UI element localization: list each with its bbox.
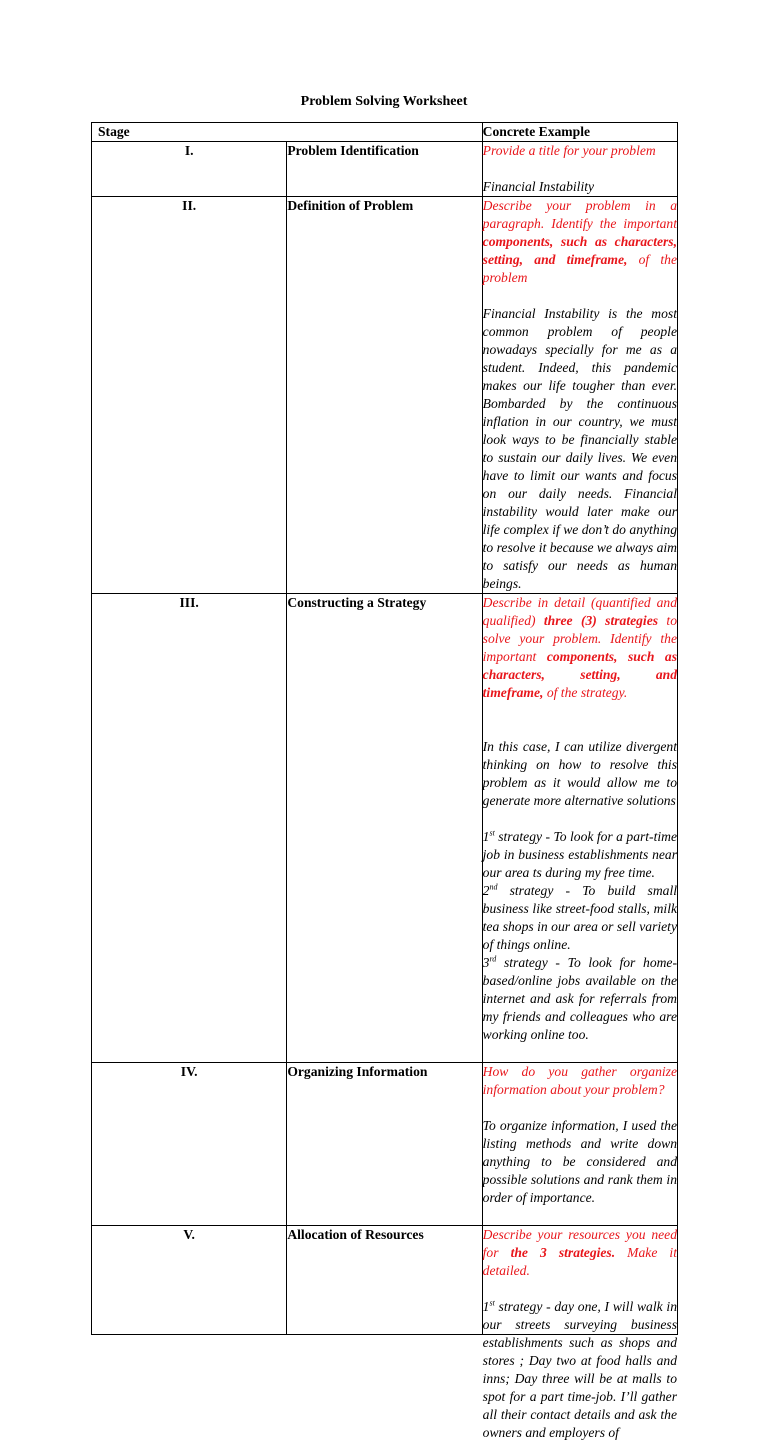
example-cell — [482, 1063, 677, 1226]
example-cell — [482, 197, 677, 594]
strategy-ordinal: st — [489, 1298, 495, 1308]
intro-text: In this case, I can utilize divergent thinking on how to resolve this problem as it would allow me to generate more alternative solutions — [482, 739, 677, 808]
table-row — [92, 1063, 678, 1226]
strategy-text: strategy - day one, I will walk in our streets surveying business establishments such as shops and stores ; Day two at food halls and inns; Day three will be at malls to spot for a part time-job. I’ll gather all their contact details and ask the owners and employers of — [482, 1299, 677, 1440]
worksheet-table — [91, 122, 678, 1440]
stage-number: IV. — [92, 1063, 287, 1226]
prompt-part: to solve your problem. Identify the important — [482, 613, 677, 664]
answer-text: To organize information, I used the listing methods and write down anything to be considered and possible solutions and rank them in order of importance. — [482, 1118, 677, 1205]
table-row — [92, 197, 678, 594]
example-cell — [482, 142, 677, 197]
prompt-text: How do you gather organize information about your problem? — [482, 1064, 677, 1097]
prompt-text: Provide a title for your problem — [482, 143, 656, 158]
prompt-text — [483, 594, 677, 702]
strategy-number: 1 — [482, 1299, 490, 1314]
prompt-emphasis: components, such as characters, setting, and timeframe, — [482, 234, 677, 267]
prompt-part: of the problem — [482, 252, 677, 285]
strategy-ordinal: st — [489, 828, 495, 838]
page-title: Problem Solving Worksheet — [300, 94, 468, 109]
example-cell-content — [482, 1226, 677, 1440]
prompt-emphasis: components, such as characters, setting, and timeframe, — [482, 649, 677, 700]
stage-number: II. — [92, 197, 287, 594]
spacer — [483, 1207, 677, 1225]
prompt-part: Describe in detail (quantified and qualified) — [482, 595, 677, 628]
answer-text: Financial Instability — [482, 179, 595, 194]
stage-name: Allocation of Resources — [287, 1226, 482, 1335]
table-row — [92, 1226, 678, 1335]
stage-name: Organizing Information — [287, 1063, 482, 1226]
stage-number: I. — [92, 142, 287, 197]
strategy-number: 3 — [482, 955, 490, 970]
example-column-header: Concrete Example — [482, 123, 677, 142]
prompt-part: of the strategy. — [543, 685, 628, 700]
answer-text: Financial Instability is the most common problem of people nowadays specially for me as a student. Indeed, this pandemic makes our life tougher than ever. Bombarded by the continuous inflation in our country, we must look ways to be financially stable to sustain our daily lives. We even have to limit our wants and focus on our daily needs. Financial instability would later make our life complex if we don’t do anything to resolve it because we always aim to satisfy our needs as human beings. — [482, 306, 677, 591]
strategy-number: 1 — [482, 829, 490, 844]
strategy-text: strategy - To look for home-based/online jobs available on the internet and ask for referrals from my friends and colleagues who are working online too. — [482, 955, 677, 1042]
stage-name: Problem Identification — [287, 142, 482, 197]
table-header-row — [92, 123, 678, 142]
strategy-text: strategy - To look for a part-time job in business establishments near our area ts during my free time. — [482, 829, 677, 880]
prompt-part: Describe your resources you need for — [482, 1227, 677, 1260]
strategy-ordinal: nd — [489, 882, 498, 892]
prompt-text — [483, 1226, 677, 1280]
strategy-item — [483, 882, 677, 954]
prompt-part: Make it detailed. — [482, 1245, 677, 1278]
strategy-item — [483, 1298, 677, 1442]
strategy-item — [483, 954, 677, 1044]
prompt-part: Describe your problem in a paragraph. Identify the important — [482, 198, 677, 231]
table-row — [92, 594, 678, 1063]
prompt-text — [483, 197, 677, 287]
stage-number: V. — [92, 1226, 287, 1335]
spacer — [483, 1044, 677, 1062]
stage-number: III. — [92, 594, 287, 1063]
strategy-ordinal: rd — [489, 954, 497, 964]
example-cell — [482, 594, 677, 1063]
strategy-item — [483, 828, 677, 882]
stage-name: Constructing a Strategy — [287, 594, 482, 1063]
strategy-text: strategy - To build small business like street-food stalls, milk tea shops in our area or sell variety of things online. — [482, 883, 677, 952]
stage-column-header: Stage — [92, 123, 483, 142]
strategy-number: 2 — [482, 883, 490, 898]
stage-name: Definition of Problem — [287, 197, 482, 594]
table-row — [92, 142, 678, 197]
prompt-emphasis: three (3) strategies — [543, 613, 659, 628]
example-cell — [482, 1226, 677, 1440]
prompt-emphasis: the 3 strategies. — [510, 1245, 616, 1260]
